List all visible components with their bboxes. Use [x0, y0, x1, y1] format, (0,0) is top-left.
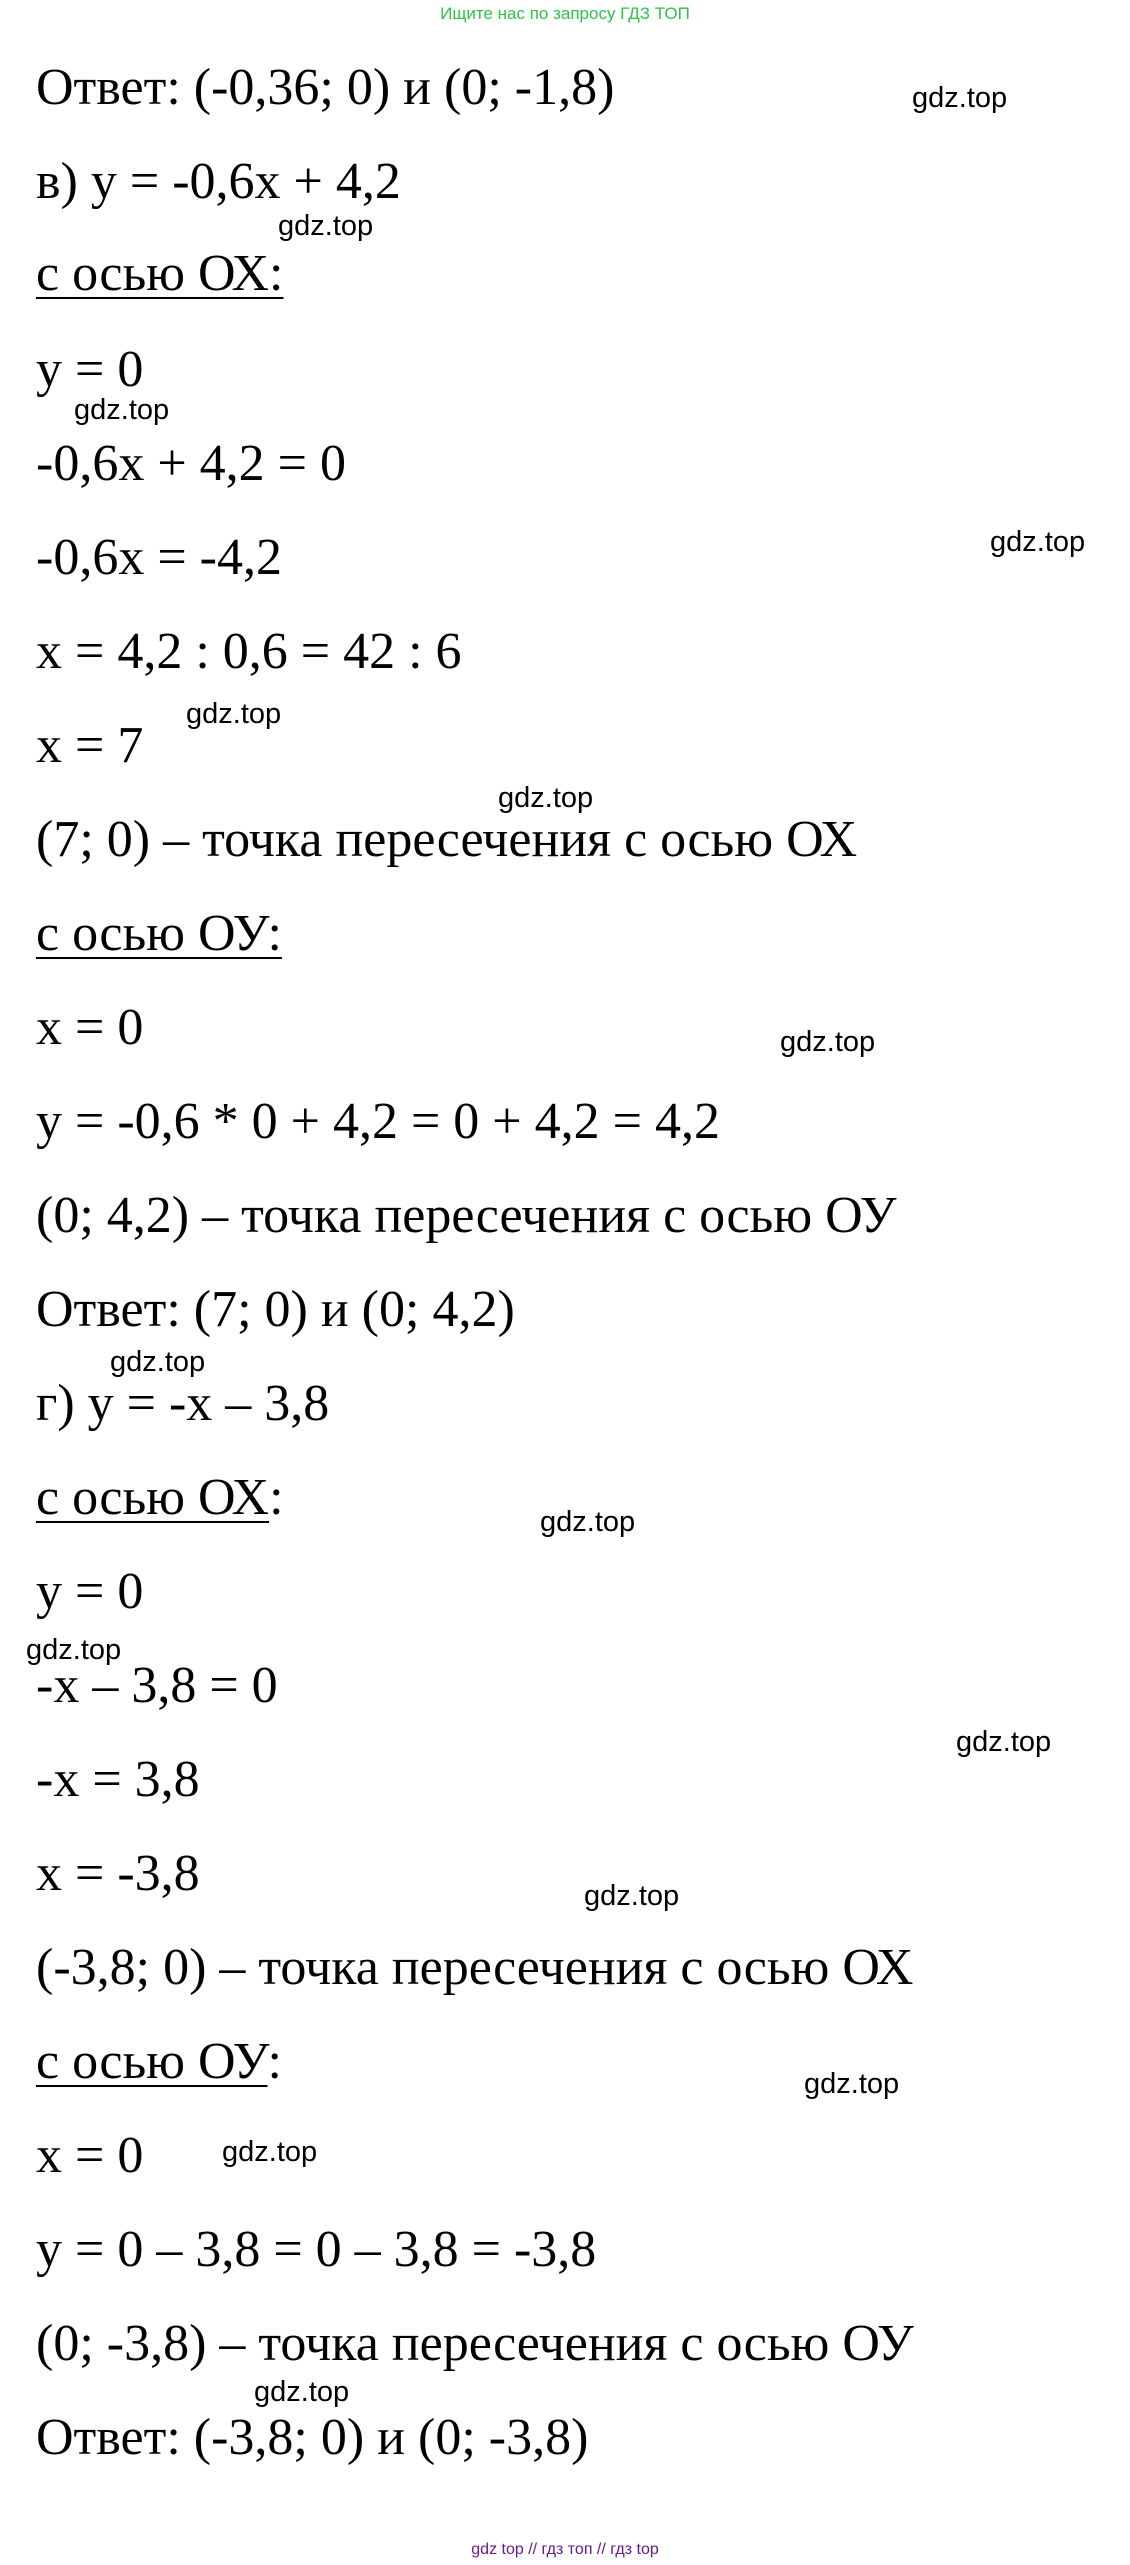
- step-x-g: х = -3,8: [36, 1845, 200, 1902]
- watermark: gdz.top: [990, 526, 1086, 558]
- point-oy-v: (0; 4,2) – точка пересечения с осью ОУ: [36, 1187, 897, 1244]
- watermark: gdz.top: [780, 1026, 876, 1058]
- watermark: gdz.top: [498, 782, 594, 814]
- step-eq2-g: -х = 3,8: [36, 1751, 200, 1808]
- watermark: gdz.top: [912, 82, 1008, 114]
- heading-oy-g: [36, 2033, 282, 2090]
- equation-v: в) у = -0,6х + 4,2: [36, 153, 401, 210]
- step-eq-g: -х – 3,8 = 0: [36, 1657, 278, 1714]
- watermark: gdz.top: [804, 2068, 900, 2100]
- step-x-zero-v: х = 0: [36, 999, 144, 1056]
- point-ox-v: (7; 0) – точка пересечения с осью ОХ: [36, 811, 858, 868]
- answer-line-v: Ответ: (7; 0) и (0; 4,2): [36, 1281, 515, 1338]
- answer-line-g: Ответ: (-3,8; 0) и (0; -3,8): [36, 2409, 589, 2466]
- step-x-v: х = 7: [36, 717, 144, 774]
- watermark: gdz.top: [110, 1346, 206, 1378]
- point-oy-g: (0; -3,8) – точка пересечения с осью ОУ: [36, 2315, 914, 2372]
- watermark: gdz.top: [186, 698, 282, 730]
- step-eq-v: -0,6х + 4,2 = 0: [36, 435, 346, 492]
- heading-ox-g: [36, 1469, 284, 1526]
- step-y-zero-v: у = 0: [36, 341, 144, 398]
- watermark: gdz.top: [74, 394, 170, 426]
- footer: gdz top // гдз топ // гдз top: [471, 2541, 659, 2558]
- watermark: gdz.top: [254, 2376, 350, 2408]
- heading-ox-g-underlined: с осью ОХ: [36, 1469, 270, 1526]
- watermark: gdz.top: [956, 1726, 1052, 1758]
- step-y-calc-v: у = -0,6 * 0 + 4,2 = 0 + 4,2 = 4,2: [36, 1093, 720, 1150]
- step-div-v: х = 4,2 : 0,6 = 42 : 6: [36, 623, 462, 680]
- watermark: gdz.top: [222, 2136, 318, 2168]
- step-y-calc-g: у = 0 – 3,8 = 0 – 3,8 = -3,8: [36, 2221, 597, 2278]
- watermark: gdz.top: [584, 1880, 680, 1912]
- heading-ox-g-colon: :: [269, 1469, 284, 1526]
- answer-line-b: Ответ: (-0,36; 0) и (0; -1,8): [36, 59, 615, 116]
- watermark: gdz.top: [26, 1634, 122, 1666]
- heading-ox-v: с осью ОХ:: [36, 245, 284, 302]
- watermark: gdz.top: [540, 1506, 636, 1538]
- heading-oy-v: с осью ОУ:: [36, 905, 282, 962]
- top-banner: Ищите нас по запросу ГДЗ ТОП: [440, 4, 690, 23]
- point-ox-g: (-3,8; 0) – точка пересечения с осью ОХ: [36, 1939, 914, 1996]
- heading-oy-g-colon: :: [267, 2033, 282, 2090]
- watermark: gdz.top: [278, 210, 374, 242]
- equation-g: г) у = -х – 3,8: [36, 1375, 330, 1432]
- step-y-zero-g: у = 0: [36, 1563, 144, 1620]
- step-eq2-v: -0,6х = -4,2: [36, 529, 282, 586]
- step-x-zero-g: х = 0: [36, 2127, 144, 2184]
- heading-oy-g-underlined: с осью ОУ: [36, 2033, 268, 2090]
